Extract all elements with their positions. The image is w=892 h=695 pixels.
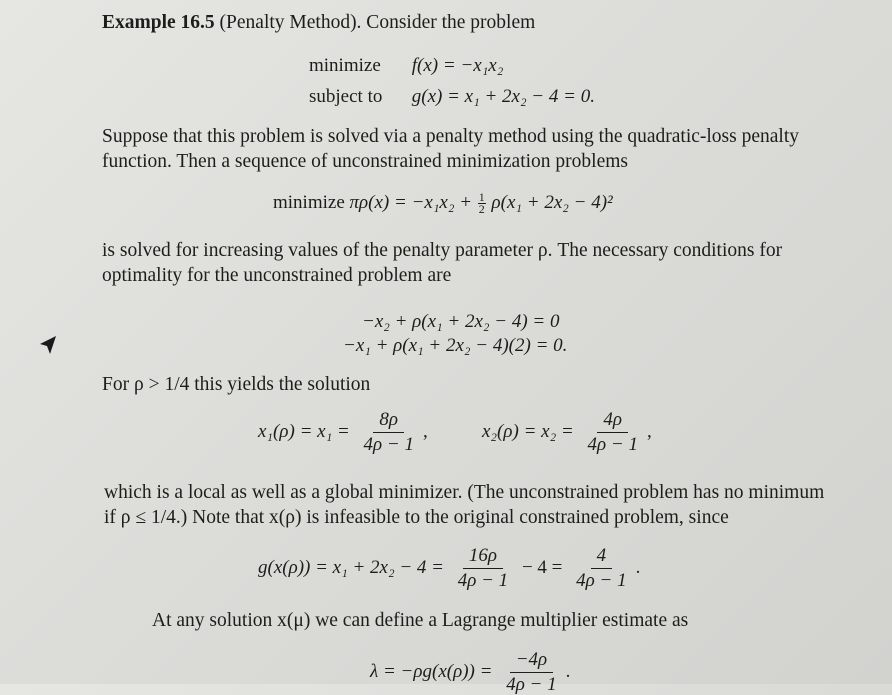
- problem-objective-line: [309, 55, 503, 77]
- solution-x1: [258, 410, 428, 455]
- para1-line1: Suppose that this problem is solved via a penalty method using the quadratic-loss penalty: [102, 126, 800, 147]
- x1-numerator: 8ρ: [373, 410, 404, 433]
- constraint-formula: g(x) = x₁ + 2x₂ − 4 = 0.: [411, 86, 595, 107]
- half-fraction: [478, 192, 486, 215]
- example-heading: [102, 12, 535, 34]
- para3-line1: which is a local as well as a global minimizer. (The unconstrained problem has no minimum: [104, 482, 825, 503]
- feasibility-fraction-1: [452, 546, 514, 591]
- feasibility-f2-denominator: 4ρ − 1: [576, 570, 627, 591]
- x2-denominator: 4ρ − 1: [587, 434, 638, 455]
- condition-eq1: −x₂ + ρ(x₁ + 2x₂ − 4) = 0: [362, 311, 560, 332]
- feasibility-lhs: g(x(ρ)) = x₁ + 2x₂ − 4 =: [258, 556, 444, 578]
- condition-eq2: −x₁ + ρ(x₁ + 2x₂ − 4)(2) = 0.: [343, 335, 568, 356]
- para3-line2: if ρ ≤ 1/4.) Note that x(ρ) is infeasible to the original constrained problem, since: [104, 507, 729, 528]
- lagrange-numerator: −4ρ: [510, 650, 553, 673]
- feasibility-formula: [258, 546, 640, 591]
- lagrange-fraction: [500, 650, 562, 695]
- para2-line1: is solved for increasing values of the penalty parameter ρ. The necessary conditions for: [102, 240, 783, 261]
- x1-comma: ,: [422, 420, 428, 442]
- para4-line: At any solution x(μ) we can define a Lagrange multiplier estimate as: [152, 610, 689, 631]
- subject-to-word: subject to: [309, 86, 383, 107]
- x1-denominator: 4ρ − 1: [363, 434, 414, 455]
- for-rho-line: For ρ > 1/4 this yields the solution: [102, 374, 371, 395]
- lagrange-period: .: [565, 660, 571, 682]
- x1-fraction: [358, 410, 420, 455]
- penalty-rhs: ρ(x₁ + 2x₂ − 4)²: [491, 192, 613, 213]
- half-numerator: 1: [478, 190, 485, 205]
- x2-lhs: x₂(ρ) = x₂ =: [482, 420, 574, 442]
- x1-lhs: x₁(ρ) = x₁ =: [258, 420, 350, 442]
- para2-line2: optimality for the unconstrained problem are: [102, 265, 452, 286]
- mouse-cursor-icon: [38, 334, 58, 356]
- objective-formula: f(x) = −x₁x₂: [411, 55, 504, 76]
- x2-fraction: [582, 410, 644, 455]
- lagrange-denominator: 4ρ − 1: [506, 674, 557, 695]
- feasibility-fraction-2: [570, 546, 632, 591]
- minimize-word: minimize: [309, 55, 381, 76]
- penalty-minimize-word: minimize: [273, 192, 345, 213]
- penalty-problem: [273, 192, 613, 215]
- feasibility-f1-denominator: 4ρ − 1: [457, 570, 509, 591]
- example-title: (Penalty Method). Consider the problem: [219, 12, 536, 33]
- lagrange-formula: [370, 650, 570, 695]
- example-label: Example 16.5: [102, 12, 215, 33]
- penalty-lhs: πρ(x) = −x₁x₂ +: [349, 192, 473, 213]
- feasibility-mid: − 4 =: [521, 556, 563, 578]
- feasibility-f2-numerator: 4: [591, 546, 613, 569]
- problem-constraint-line: [309, 86, 595, 108]
- lagrange-lhs: λ = −ρg(x(ρ)) =: [370, 660, 493, 682]
- feasibility-f1-numerator: 16ρ: [463, 546, 503, 569]
- x2-numerator: 4ρ: [597, 410, 628, 433]
- half-denominator: 2: [478, 202, 485, 217]
- feasibility-period: .: [635, 556, 641, 578]
- solution-x2: [482, 410, 652, 455]
- para1-line2: function. Then a sequence of unconstrained minimization problems: [102, 151, 628, 172]
- x2-comma: ,: [646, 420, 652, 442]
